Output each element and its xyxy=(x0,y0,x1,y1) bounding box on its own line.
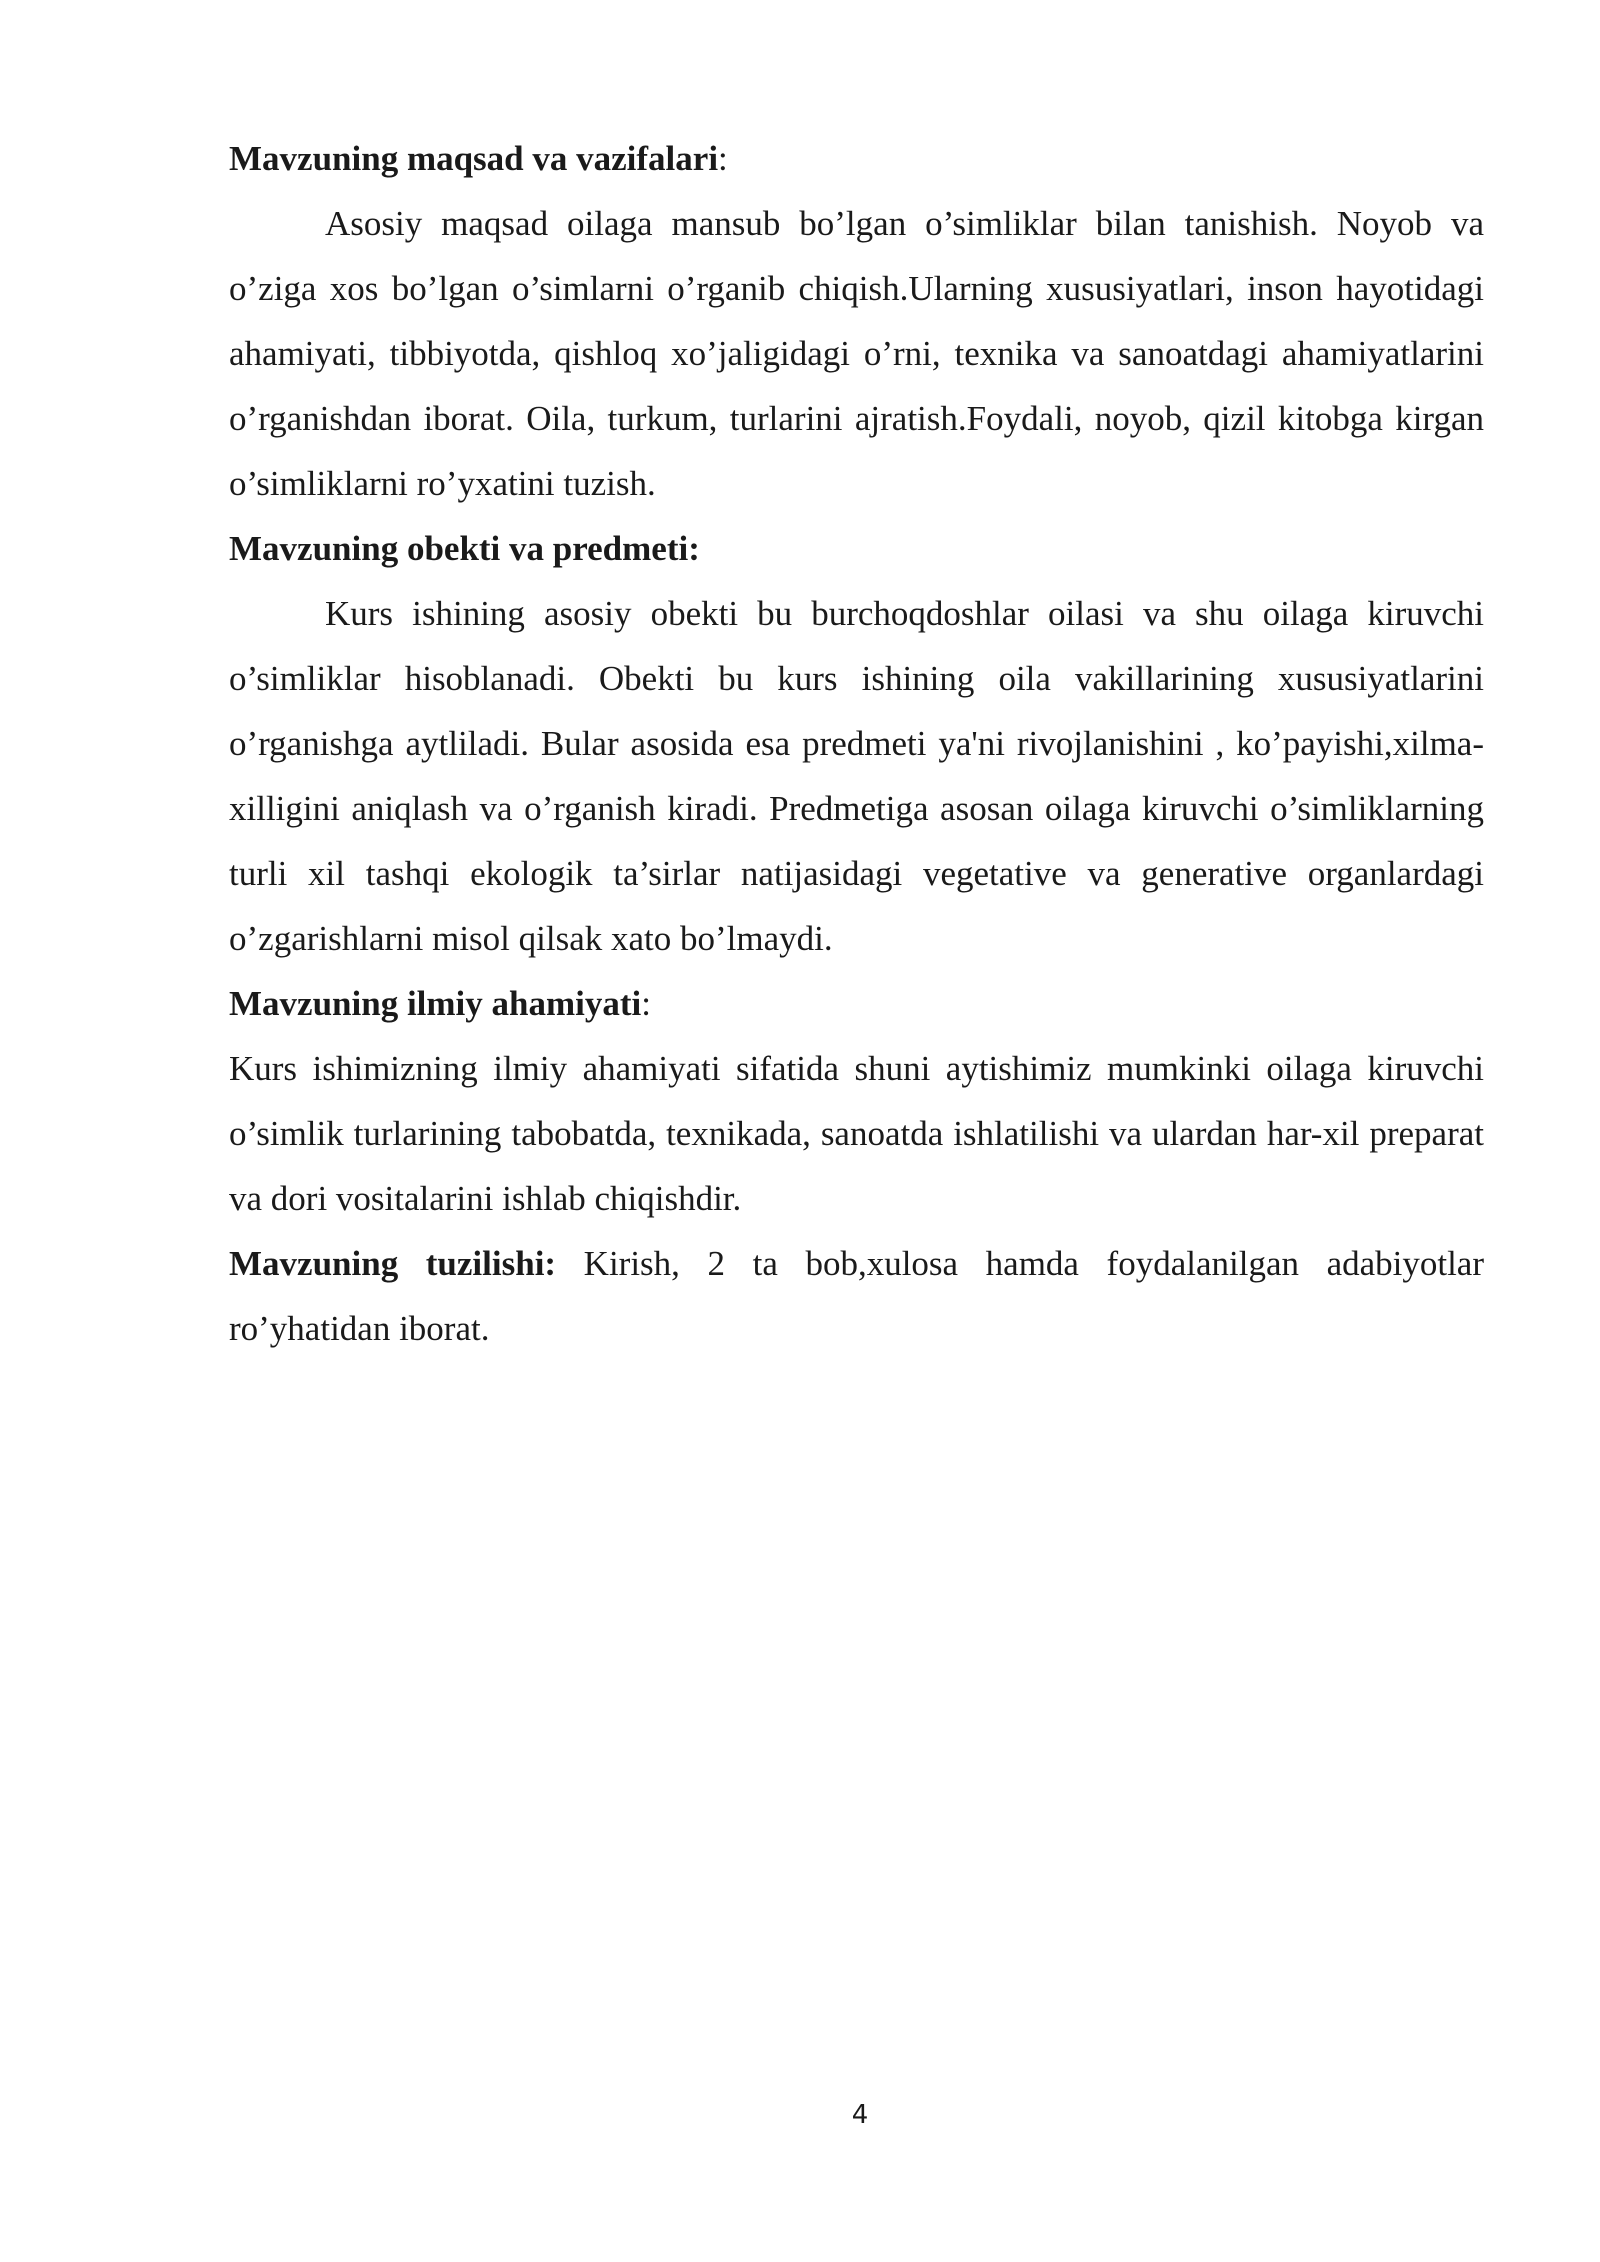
paragraph-tuzilishi xyxy=(229,1231,1484,1361)
paragraph-ilmiy: Kurs ishimizning ilmiy ahamiyati sifatida shuni aytishimiz mumkinki oilaga kiruvchi o’simlik turlarining tabobatda, texnikada, sanoatda ishlatilishi va ulardan har-xil preparat va dori vositalarini ishlab chiqishdir. xyxy=(229,1049,1484,1218)
heading-ilmiy-colon: : xyxy=(641,984,651,1023)
heading-maqsad-text: Mavzuning maqsad va vazifalari xyxy=(229,139,719,178)
paragraph-obekt: Kurs ishining asosiy obekti bu burchoqdoshlar oilasi va shu oilaga kiruvchi o’simliklar hisoblanadi. Obekti bu kurs ishining oila vakillarining xususiyatlarini o’rganishga aytliladi. Bular asosida esa predmeti ya'ni rivojlanishini , ko’payishi,xilma-xilligini aniqlash va o’rganish kiradi. Predmetiga asosan oilaga kiruvchi o’simliklarning turli xil tashqi ekologik ta’sirlar natijasidagi vegetative va generative organlardagi o’zgarishlarni misol qilsak xato bo’lmaydi. xyxy=(229,594,1484,958)
heading-maqsad-colon: : xyxy=(718,139,728,178)
paragraph-maqsad: Asosiy maqsad oilaga mansub bo’lgan o’simliklar bilan tanishish. Noyob va o’ziga xos bo’lgan o’simlarni o’rganib chiqish.Ularning xususiyatlari, inson hayotidagi ahamiyati, tibbiyotda, qishloq xo’jaligidagi o’rni, texnika va sanoatdagi ahamiyatlarini o’rganishdan iborat. Oila, turkum, turlarini ajratish.Foydali, noyob, qizil kitobga kirgan o’simliklarni ro’yxatini tuzish. xyxy=(229,204,1484,503)
heading-ilmiy xyxy=(229,971,1484,1036)
heading-ilmiy-text: Mavzuning ilmiy ahamiyati xyxy=(229,984,642,1023)
page-number: 4 xyxy=(851,2100,869,2130)
heading-maqsad xyxy=(229,126,1484,191)
paragraph-tuzilishi-text: Kirish, 2 ta bob,xulosa hamda foydalanilgan adabiyotlar ro’yhatidan iborat. xyxy=(229,1244,1485,1348)
document-page xyxy=(229,126,1484,1361)
heading-tuzilishi: Mavzuning tuzilishi: xyxy=(229,1244,557,1283)
heading-obekt: Mavzuning obekti va predmeti: xyxy=(229,529,700,568)
